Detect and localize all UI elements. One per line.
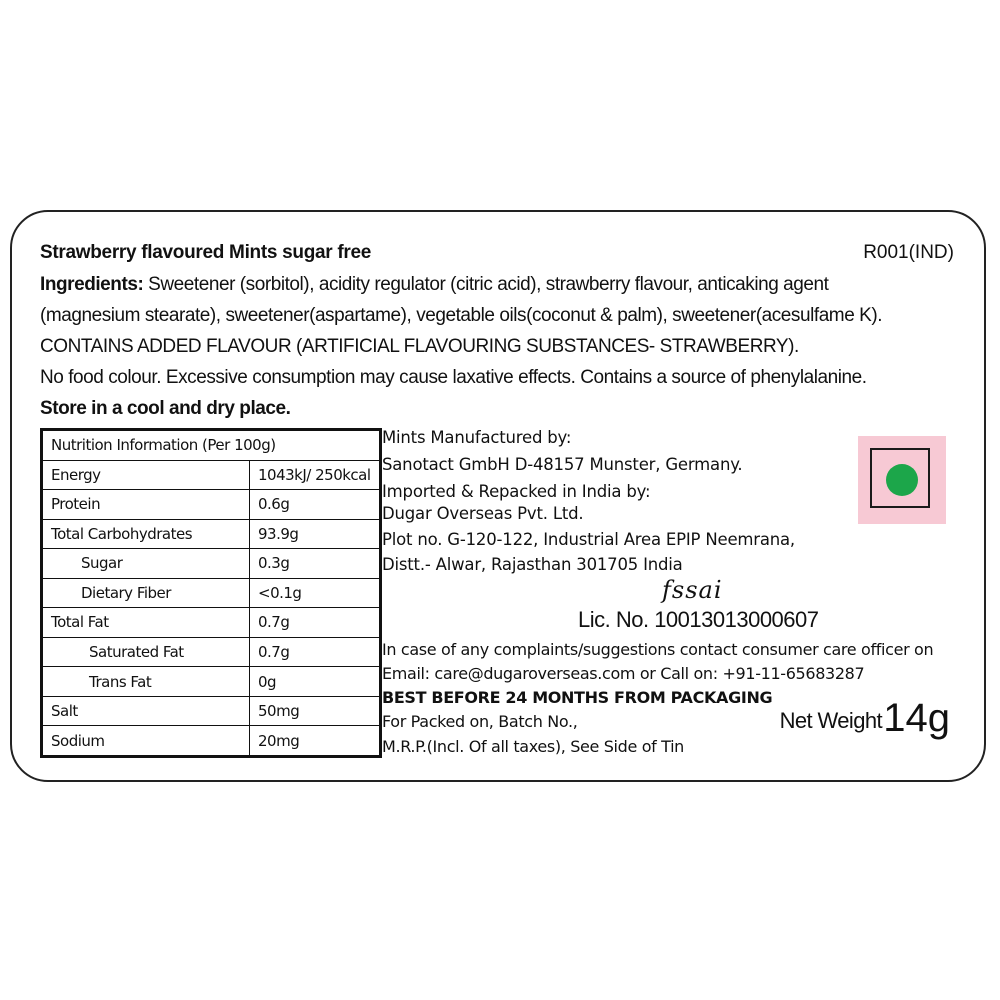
nutrient-value: 20mg (250, 726, 380, 756)
nutrient-value: 0.3g (250, 549, 380, 579)
table-row (43, 460, 380, 490)
fssai-logo: fssai (662, 576, 723, 604)
manufacturer-line-2: Sanotact GmbH D-48157 Munster, Germany. (382, 455, 743, 474)
license-number: Lic. No. 10013013000607 (578, 607, 819, 632)
manufacturer-line-5: Plot no. G-120-122, Industrial Area EPIP Neemrana, (382, 530, 795, 549)
manufacturer-line-1: Mints Manufactured by: (382, 428, 572, 447)
nutrient-value: 50mg (250, 696, 380, 726)
complaints-line-2: Email: care@dugaroverseas.com or Call on: +91-11-65683287 (382, 664, 865, 683)
ingredients-text-1: Sweetener (sorbitol), acidity regulator (citric acid), strawberry flavour, anticaking agent (143, 274, 829, 295)
product-title: Strawberry flavoured Mints sugar free (40, 242, 372, 263)
packed-line-2: M.R.P.(Incl. Of all taxes), See Side of Tin (382, 737, 684, 756)
table-row (43, 696, 380, 726)
manufacturer-line-6: Distt.- Alwar, Rajasthan 301705 India (382, 555, 683, 574)
nutrient-name: Dietary Fiber (43, 578, 250, 608)
net-weight-label: Net Weight (779, 708, 882, 733)
product-label (10, 210, 986, 782)
veg-dot-icon (886, 464, 918, 496)
table-row (43, 490, 380, 520)
nutrient-name: Total Carbohydrates (43, 519, 250, 549)
table-row (43, 637, 380, 667)
table-row (43, 608, 380, 638)
ingredients-line-2: (magnesium stearate), sweetener(aspartame), vegetable oils(coconut & palm), sweetener(acesulfame K). (40, 305, 883, 326)
nutrition-table (40, 428, 382, 758)
warning-text: No food colour. Excessive consumption may cause laxative effects. Contains a source of phenylalanine. (40, 367, 867, 388)
storage-text: Store in a cool and dry place. (40, 398, 291, 419)
nutrient-value: 93.9g (250, 519, 380, 549)
nutrient-name: Protein (43, 490, 250, 520)
nutrient-value: <0.1g (250, 578, 380, 608)
table-row (43, 519, 380, 549)
table-row (43, 667, 380, 697)
nutrient-name: Trans Fat (43, 667, 250, 697)
complaints-line-1: In case of any complaints/suggestions contact consumer care officer on (382, 640, 934, 659)
ingredients-label: Ingredients: (40, 274, 144, 295)
product-code: R001(IND) (863, 242, 954, 263)
table-row (43, 578, 380, 608)
nutrient-name: Salt (43, 696, 250, 726)
veg-mark-square (870, 448, 930, 508)
nutrient-name: Total Fat (43, 608, 250, 638)
manufacturer-line-3: Imported & Repacked in India by: (382, 482, 651, 501)
nutrient-value: 0.7g (250, 608, 380, 638)
net-weight-value: 14g (883, 696, 950, 740)
packed-line-1: For Packed on, Batch No., (382, 712, 578, 731)
nutrient-name: Energy (43, 460, 250, 490)
nutrition-header: Nutrition Information (Per 100g) (43, 431, 380, 461)
best-before: BEST BEFORE 24 MONTHS FROM PACKAGING (382, 688, 773, 707)
table-row (43, 726, 380, 756)
nutrient-name: Sodium (43, 726, 250, 756)
nutrient-value: 0g (250, 667, 380, 697)
nutrient-name: Saturated Fat (43, 637, 250, 667)
nutrient-name: Sugar (43, 549, 250, 579)
contains-flavour: CONTAINS ADDED FLAVOUR (ARTIFICIAL FLAVOURING SUBSTANCES- STRAWBERRY). (40, 336, 799, 357)
manufacturer-line-4: Dugar Overseas Pvt. Ltd. (382, 504, 584, 523)
table-row (43, 549, 380, 579)
nutrient-value: 0.6g (250, 490, 380, 520)
nutrient-value: 0.7g (250, 637, 380, 667)
veg-mark-icon (858, 436, 946, 524)
nutrient-value: 1043kJ/ 250kcal (250, 460, 380, 490)
ingredients-line-1 (40, 274, 828, 296)
